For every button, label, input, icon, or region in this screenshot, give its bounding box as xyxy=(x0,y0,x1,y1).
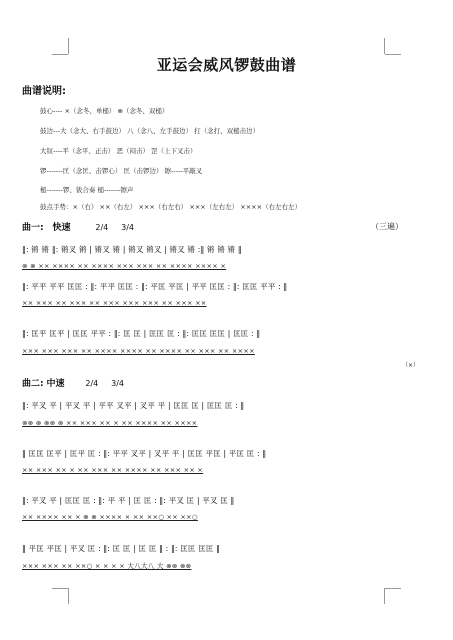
legend-line: 鼓心---- ×（念冬、单槌） ⊗（念冬、双槌） xyxy=(40,107,169,115)
score-line: ‖: 匡平 匡平 | 匡匡 平平 : ‖: 匡 匡 | 匡匡 匡 : ‖: 匡匡 匡匡 | 匡匡 : ‖ xyxy=(22,329,261,338)
score-rhythm: ××× ××× ×× ××○ × × × × 大八大八 大 ⊗⊗ ⊗⊗ xyxy=(22,562,192,570)
qu1-label: 曲一: xyxy=(22,223,44,233)
score-line: ‖: 平叉 平 | 匡匡 匡 : ‖: 平 平 | 匡 匡 : ‖: 平叉 匡 | 平叉 匡 ‖ xyxy=(22,496,235,505)
score-rhythm: ×× ××× ×× × ×× ××× ×× ×××× ×× ××× ×× × xyxy=(22,466,204,474)
qu2-meter-1: 2/4 xyxy=(85,379,99,388)
crop-mark-bottom-right xyxy=(385,588,401,589)
page-title: 亚运会威风锣鼓曲谱 xyxy=(156,56,297,74)
legend-line: 鼓边---大（念大、右手鼓边） 八（念八、左手鼓边） 打（念打、双槌击边） xyxy=(40,127,260,135)
score-line: ‖ 匡匡 匡平 | 匡平 匡 : ‖: 平平 叉平 | 叉平 平 | 匡匡 平匡 | 平匡 匡 : ‖ xyxy=(22,449,267,458)
qu2-tempo: 中速 xyxy=(46,379,65,389)
score-rhythm: ⊗⊗ ⊗ ⊗⊗ ⊗ ×× ××× ×× × ×× ×××× ×× ×××× xyxy=(22,419,198,427)
qu1-meter-1: 2/4 xyxy=(95,223,109,232)
crop-mark-bottom-left xyxy=(68,588,69,604)
score-line: ‖: 平叉 平 | 平叉 平 | 平平 叉平 | 叉平 平 | 匡匡 匡 | 匡匡 匡 : ‖ xyxy=(22,401,245,410)
score-line: ‖ 平匡 平匡 | 平叉 匡 : ‖: 匡 匡 | 匡 匡 ‖ : ‖: 匡匡 匡匡 ‖ xyxy=(22,544,221,553)
score-line: ‖: 平平 平平 匡匡 : ‖: 平平 匡匡 : ‖: 平匡 平匡 | 平平 匡匡 : ‖: 匡匡 平平 : ‖ xyxy=(22,282,288,291)
legend-line: 大钗----平（念平、正击） 恶（闷击） 罡（上下叉击） xyxy=(40,147,197,155)
crop-mark-top-left xyxy=(68,38,69,54)
score-rhythm: ×× ×××× ×× × ⊗ ⊗ ×××× × ×× ××○ ×× ××○ xyxy=(22,513,198,521)
explanation-heading: 曲谱说明: xyxy=(22,86,66,97)
qu1-meter-2: 3/4 xyxy=(121,223,134,232)
qu2-meter-2: 3/4 xyxy=(111,379,124,388)
score-rhythm: ×× ××× ×× ××× ×× ××× ××× ××× ×× ××× ×× xyxy=(22,299,207,307)
crop-mark-bottom-right xyxy=(384,588,385,604)
legend-line: 鼓点手势：×（右） ××（右左） ×××（右左右） ×××（左右左） ××××（右左右左） xyxy=(40,203,302,211)
crop-mark-top-right xyxy=(384,38,385,54)
qu2-label: 曲二: xyxy=(22,379,44,389)
crop-mark-bottom-left xyxy=(52,588,68,589)
legend-line: 锣-------匡（念匡、击锣心） 匡（击锣边） 镲-----平敲叉 xyxy=(40,167,203,175)
score-rhythm: ⊗ ⊗ ×× ×××× ×× ×××× ××× ××× ×× ×××× ×××× × xyxy=(22,262,227,270)
qu1-rounds: （三遍） xyxy=(371,222,403,231)
qu1-tempo: 快速 xyxy=(52,223,71,233)
qu2-heading xyxy=(22,376,124,389)
score-line: ‖: 锵 锵 ‖: 锵叉 锵 | 锵叉 锵 | 锵叉 锵叉 | 锵叉 锵 :‖ 锵 锵 锵 ‖ xyxy=(22,245,242,254)
score-rhythm: ××× ××× ××× ×× ×××× ×××× ×× ×××× ×× ××× ×× ×××× xyxy=(22,347,255,355)
qu1-heading xyxy=(22,220,134,233)
legend-line: 槌-------锣、钹合奏 槌-------镲声 xyxy=(40,186,134,194)
qu1-tail-note: （×） xyxy=(401,362,419,369)
